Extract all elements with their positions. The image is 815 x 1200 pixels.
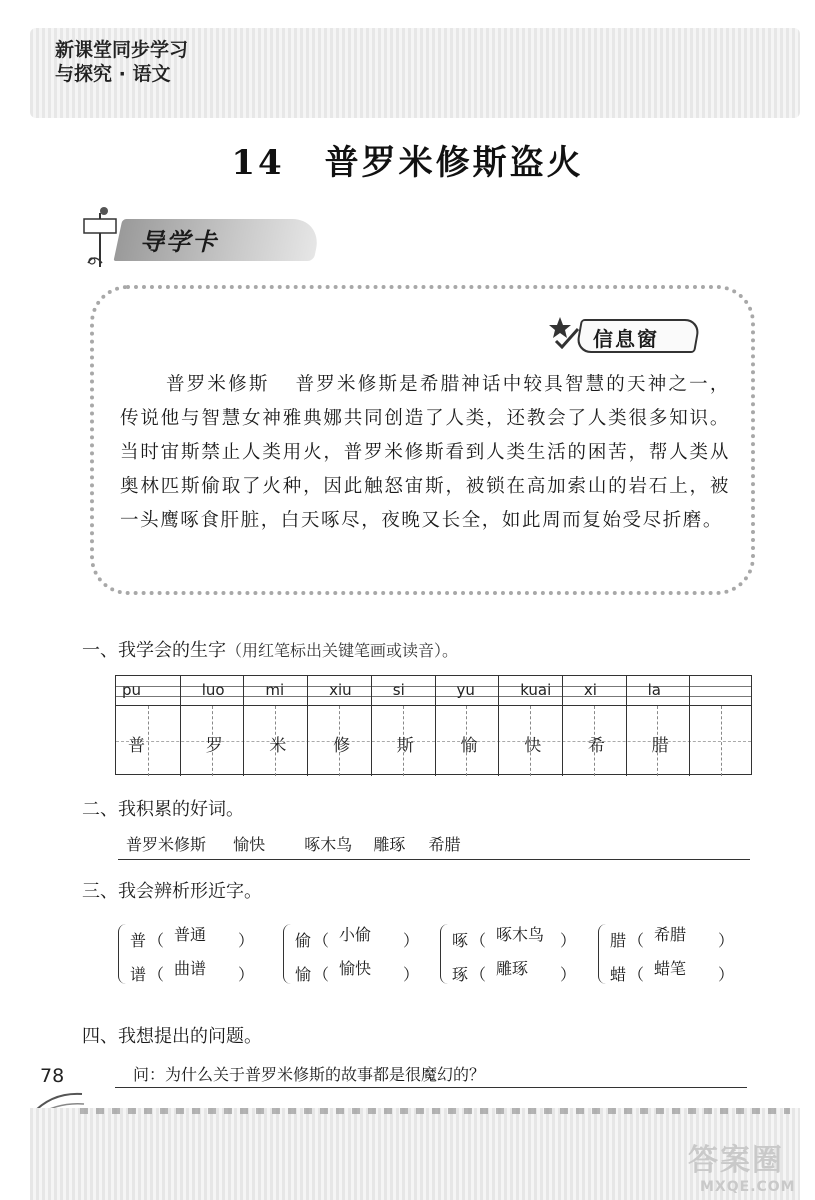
pair-row <box>130 959 255 985</box>
brand-line-1: 新课堂同步学习 <box>55 39 189 61</box>
section-3-heading <box>82 877 262 903</box>
open-paren: （ <box>628 931 645 950</box>
pair-row <box>610 959 735 985</box>
close-paren: ） <box>238 965 255 984</box>
lesson-title <box>0 135 815 184</box>
page-number: 78 <box>40 1065 65 1087</box>
lesson-name: 普罗米修斯盗火 <box>324 143 584 183</box>
character-grid <box>115 675 752 775</box>
star-check-icon <box>548 315 582 349</box>
cell-border <box>243 676 244 776</box>
close-paren: ） <box>560 965 577 984</box>
cell-border <box>371 676 372 776</box>
brand-line-2: 与探究 · 语文 <box>55 63 171 85</box>
guide-card-label: 导学卡 <box>140 228 218 256</box>
watermark-logo <box>680 1135 815 1200</box>
cell-border <box>498 676 499 776</box>
cell-border <box>180 676 181 776</box>
section-4-heading <box>82 1022 262 1048</box>
character: 普 <box>128 736 145 756</box>
section-3-title: 三、我会辨析形近字。 <box>82 881 262 902</box>
close-paren: ） <box>560 931 577 950</box>
question-text: 问：为什么关于普罗米修斯的故事都是很魔幻的？ <box>133 1065 486 1084</box>
word-item: 啄木鸟 <box>304 835 353 854</box>
pair-row <box>295 925 420 951</box>
answer-word: 希腊 <box>654 925 687 944</box>
base-character: 愉 <box>295 965 312 984</box>
signpost-icon <box>78 205 128 275</box>
pair-row <box>295 959 420 985</box>
pinyin-label: si <box>392 681 405 699</box>
character: 愉 <box>460 736 478 756</box>
info-paragraph <box>120 368 730 538</box>
cell-guide-line <box>148 706 149 776</box>
base-character: 普 <box>130 931 147 950</box>
open-paren: （ <box>313 965 330 984</box>
answer-word: 小偷 <box>339 925 372 944</box>
section-2-heading <box>82 795 244 821</box>
watermark-url: MXQE.COM <box>700 1179 796 1195</box>
base-character: 啄 <box>452 931 469 950</box>
character: 修 <box>333 736 351 756</box>
character: 快 <box>524 736 542 756</box>
brace-mark <box>283 924 293 984</box>
open-paren: （ <box>148 965 165 984</box>
character: 米 <box>269 736 287 756</box>
close-paren: ） <box>718 931 735 950</box>
close-paren: ） <box>403 931 420 950</box>
word-item: 希腊 <box>428 835 461 854</box>
cell-border <box>689 676 690 776</box>
info-term: 普罗米修斯 <box>166 374 270 395</box>
open-paren: （ <box>148 931 165 950</box>
answer-word: 愉快 <box>339 959 372 978</box>
close-paren: ） <box>403 965 420 984</box>
answer-word: 啄木鸟 <box>496 925 545 944</box>
char-pair <box>598 922 738 992</box>
words-line <box>118 832 750 860</box>
answer-word: 曲谱 <box>174 959 207 978</box>
info-tag-label: 信息窗 <box>593 327 659 351</box>
pinyin-label: xiu <box>329 681 352 699</box>
answer-word: 蜡笔 <box>654 959 687 978</box>
cell-border <box>307 676 308 776</box>
answer-word: 普通 <box>174 925 207 944</box>
open-paren: （ <box>628 965 645 984</box>
pair-row <box>452 925 577 951</box>
base-character: 偷 <box>295 931 312 950</box>
brace-mark <box>118 924 128 984</box>
brace-mark <box>598 924 608 984</box>
cell-border <box>626 676 627 776</box>
section-4-title: 四、我想提出的问题。 <box>82 1026 262 1047</box>
pinyin-label: xi <box>583 681 597 699</box>
base-character: 腊 <box>610 931 627 950</box>
section-1-note: （用红笔标出关键笔画或读音）。 <box>226 641 459 660</box>
cell-border <box>562 676 563 776</box>
section-1-title: 一、我学会的生字 <box>82 640 226 661</box>
question-line <box>115 1062 747 1088</box>
open-paren: （ <box>470 931 487 950</box>
pair-row <box>130 925 255 951</box>
character: 腊 <box>651 736 669 756</box>
answer-word: 雕琢 <box>496 959 529 978</box>
lesson-number: 14 <box>231 143 285 183</box>
cell-border <box>435 676 436 776</box>
cell-guide-line <box>721 706 722 776</box>
base-character: 谱 <box>130 965 147 984</box>
character: 罗 <box>205 736 223 756</box>
char-pair <box>118 922 258 992</box>
word-item: 普罗米修斯 <box>126 835 207 854</box>
pair-row <box>610 925 735 951</box>
pinyin-label: yu <box>456 681 475 699</box>
pinyin-label: la <box>647 681 661 699</box>
base-character: 蜡 <box>610 965 627 984</box>
character: 希 <box>587 736 605 756</box>
section-1-heading <box>82 636 458 662</box>
info-text: 普罗米修斯是希腊神话中较具智慧的天神之一，传说他与智慧女神雅典娜共同创造了人类，还教会了人类很多知识。当时宙斯禁止人类用火，普罗米修斯看到人类生活的困苦，帮人类从奥林匹斯偷取了火种，因此触怒宙斯，被锁在高加索山的岩石上，被一头鹰啄食肝脏，白天啄尽，夜晚又长全，如此周而复始受尽折磨。 <box>120 374 730 531</box>
close-paren: ） <box>718 965 735 984</box>
watermark-text: 答案圈 <box>688 1143 784 1178</box>
char-pair <box>283 922 423 992</box>
word-item: 愉快 <box>233 835 266 854</box>
book-brand <box>55 38 188 86</box>
base-character: 琢 <box>452 965 469 984</box>
word-item: 雕琢 <box>373 835 406 854</box>
pinyin-label: kuai <box>520 681 552 699</box>
section-2-title: 二、我积累的好词。 <box>82 799 244 820</box>
brace-mark <box>440 924 450 984</box>
pair-row <box>452 959 577 985</box>
open-paren: （ <box>313 931 330 950</box>
character: 斯 <box>396 736 414 756</box>
open-paren: （ <box>470 965 487 984</box>
char-pair <box>440 922 580 992</box>
pinyin-label: luo <box>201 681 225 699</box>
info-window-tag <box>548 315 698 357</box>
footer-dotted-border <box>80 1108 790 1114</box>
guide-card-badge <box>78 205 278 265</box>
pinyin-label: pu <box>122 681 142 699</box>
close-paren: ） <box>238 931 255 950</box>
pinyin-label: mi <box>265 681 285 699</box>
